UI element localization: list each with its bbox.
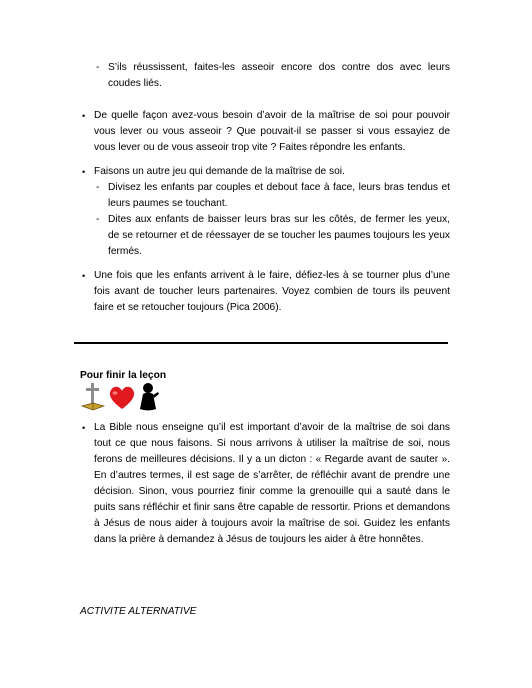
list-item-text: S’ils réussissent, faites-les asseoir encore dos contre dos avec leurs coudes liés. <box>108 62 450 89</box>
bullet-text: La Bible nous enseigne qu’il est important d’avoir de la maîtrise de soi dans tout ce que nous faisons. Si nous arrivons à utiliser la maîtrise de soi, nous ferons de meilleures décisions. Il y a un dicton : « Regarde avant de sauter ». En d’autres termes, il est sage de s’arrêter, de réfléchir avant de prendre une décision. Sinon, vous pourriez finir comme la grenouille qui a sauté dans le puits sans réfléchir et finir sans être capable de ressortir. Prions et demandons à Jésus de nous aider à toujours avoir la maîtrise de soi. Guidez les enfants dans la prière à demandez à Jésus de toujours les aider à être honnêtes. <box>94 422 450 545</box>
dash-marker: - <box>96 214 100 225</box>
bullet-item-4 <box>94 420 450 548</box>
sub-item-1 <box>108 180 450 212</box>
bullet-marker: • <box>82 111 86 121</box>
cross-bible-icon <box>80 382 106 412</box>
dash-marker: - <box>96 182 100 193</box>
bullet-item-3 <box>94 268 450 316</box>
sub-item-text: Divisez les enfants par couples et debout face à face, leurs bras tendus et leurs paumes se touchant. <box>108 182 450 209</box>
sub-item-text: Dites aux enfants de baisser leurs bras sur les côtés, de fermer les yeux, de se retourner et de réessayer de se toucher les paumes toujours les yeux fermés. <box>108 214 450 257</box>
praying-child-icon <box>136 382 162 412</box>
bullet-marker: • <box>82 423 86 433</box>
bullet-text: De quelle façon avez-vous besoin d’avoir de la maîtrise de soi pour pouvoir vous lever ou vous asseoir ? Que pouvait-il se passer si vous essayiez de vous lever ou de vous asseoir trop vite ? Faites répondre les enfants. <box>94 110 450 153</box>
sub-item-2 <box>108 212 450 260</box>
section-heading: Pour finir la leçon <box>80 370 167 381</box>
heart-icon <box>107 385 137 411</box>
bullet-marker: • <box>82 167 86 177</box>
bullet-item-2 <box>94 164 450 180</box>
dash-marker: - <box>96 62 100 73</box>
list-item-dash-1 <box>108 60 450 92</box>
bullet-item-1 <box>94 108 450 156</box>
section-divider <box>74 342 448 344</box>
bullet-marker: • <box>82 271 86 281</box>
bullet-text: Faisons un autre jeu qui demande de la maîtrise de soi. <box>94 166 345 177</box>
bullet-text: Une fois que les enfants arrivent à le faire, défiez-les à se tourner plus d’une fois avant de toucher leurs partenaires. Voyez combien de tours ils peuvent faire et se retoucher toujours (Pica 2006). <box>94 270 450 313</box>
footer-label: ACTIVITE ALTERNATIVE <box>80 606 197 617</box>
